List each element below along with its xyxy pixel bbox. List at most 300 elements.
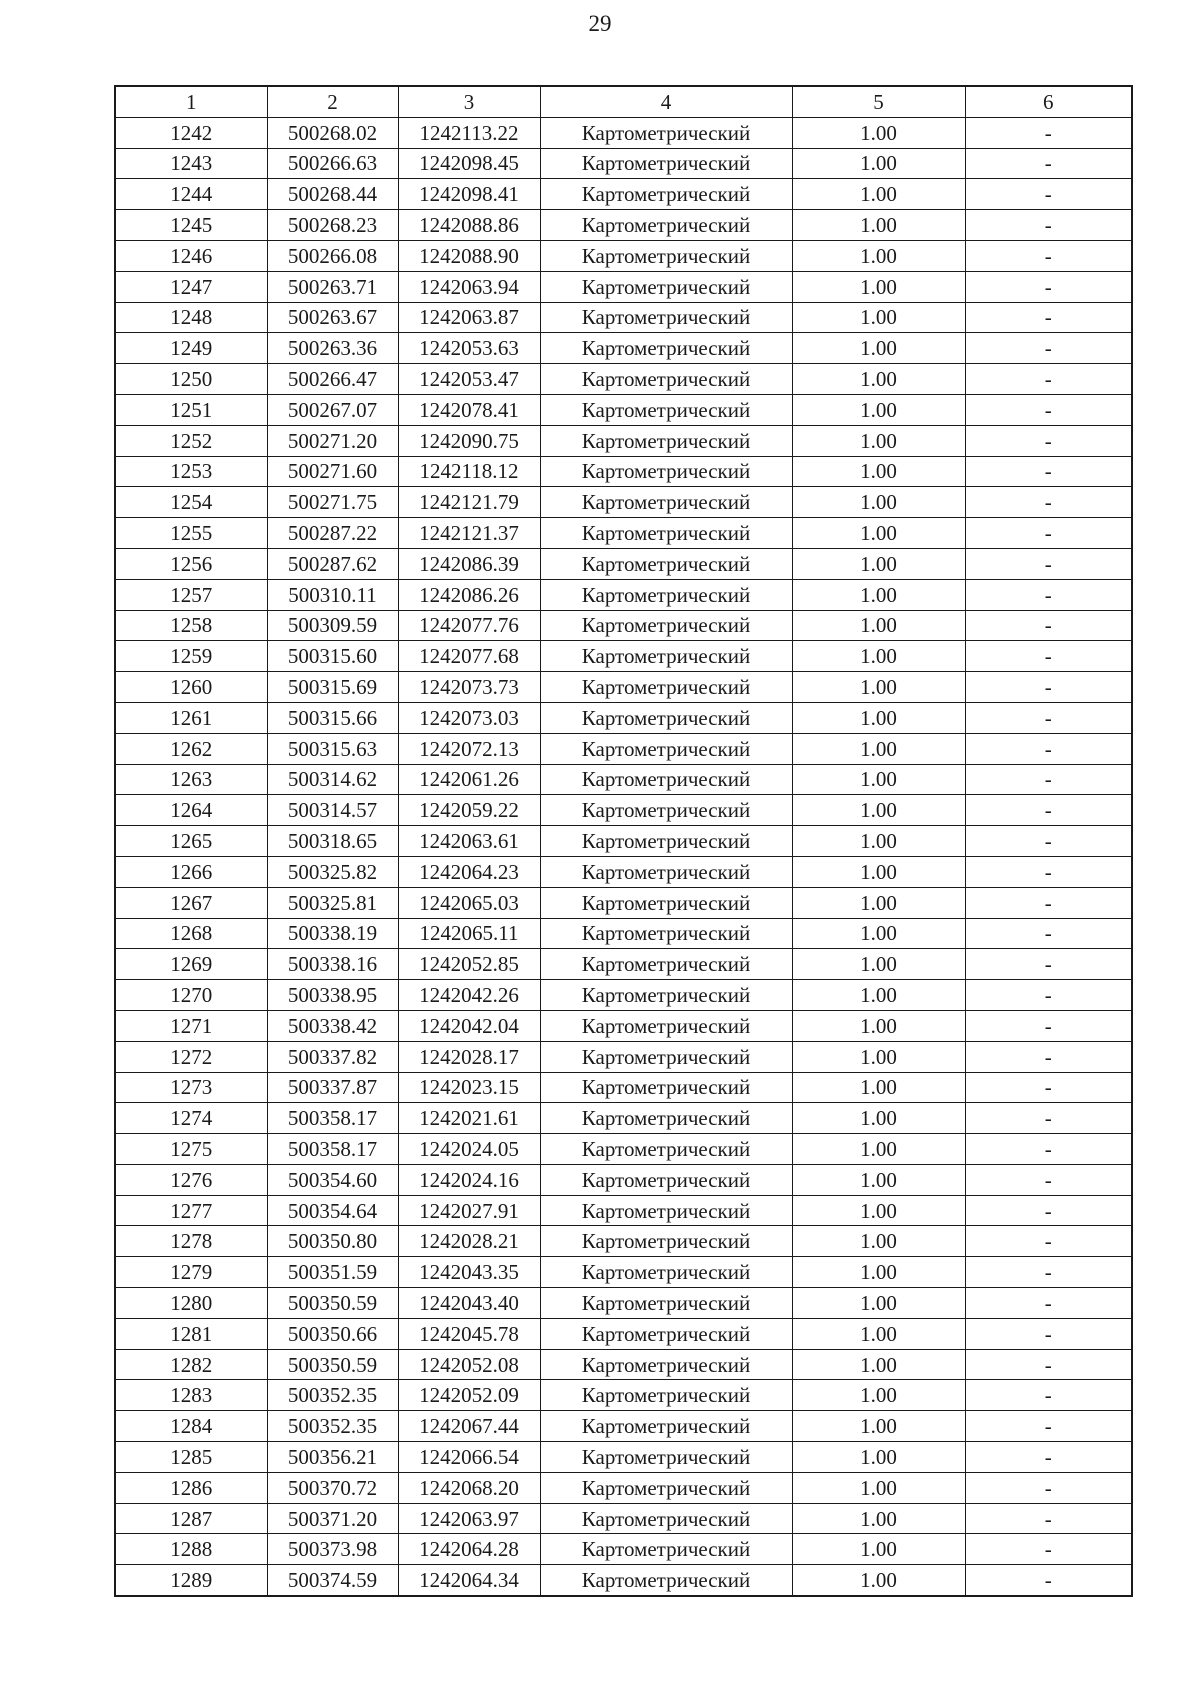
table-row <box>115 210 1132 241</box>
note-cell: - <box>965 610 1132 641</box>
y-coordinate-cell: 1242086.26 <box>398 579 540 610</box>
method-cell: Картометрический <box>540 918 792 949</box>
note-cell: - <box>965 1442 1132 1473</box>
accuracy-cell: 1.00 <box>792 302 965 333</box>
point-number-cell: 1270 <box>115 980 267 1011</box>
note-cell: - <box>965 179 1132 210</box>
accuracy-cell: 1.00 <box>792 1442 965 1473</box>
table-row <box>115 1103 1132 1134</box>
y-coordinate-cell: 1242064.23 <box>398 856 540 887</box>
y-coordinate-cell: 1242061.26 <box>398 764 540 795</box>
method-cell: Картометрический <box>540 1072 792 1103</box>
x-coordinate-cell: 500310.11 <box>267 579 398 610</box>
x-coordinate-cell: 500338.95 <box>267 980 398 1011</box>
y-coordinate-cell: 1242077.76 <box>398 610 540 641</box>
point-number-cell: 1252 <box>115 425 267 456</box>
note-cell: - <box>965 425 1132 456</box>
note-cell: - <box>965 887 1132 918</box>
method-cell: Картометрический <box>540 1288 792 1319</box>
note-cell: - <box>965 1041 1132 1072</box>
y-coordinate-cell: 1242042.26 <box>398 980 540 1011</box>
table-row <box>115 1565 1132 1596</box>
x-coordinate-cell: 500314.57 <box>267 795 398 826</box>
point-number-cell: 1279 <box>115 1257 267 1288</box>
x-coordinate-cell: 500358.17 <box>267 1103 398 1134</box>
x-coordinate-cell: 500337.87 <box>267 1072 398 1103</box>
method-cell: Картометрический <box>540 1318 792 1349</box>
x-coordinate-cell: 500356.21 <box>267 1442 398 1473</box>
method-cell: Картометрический <box>540 1349 792 1380</box>
note-cell: - <box>965 1164 1132 1195</box>
accuracy-cell: 1.00 <box>792 487 965 518</box>
x-coordinate-cell: 500263.36 <box>267 333 398 364</box>
note-cell: - <box>965 394 1132 425</box>
x-coordinate-cell: 500350.66 <box>267 1318 398 1349</box>
accuracy-cell: 1.00 <box>792 425 965 456</box>
note-cell: - <box>965 702 1132 733</box>
table-row <box>115 1041 1132 1072</box>
note-cell: - <box>965 641 1132 672</box>
method-cell: Картометрический <box>540 1534 792 1565</box>
accuracy-cell: 1.00 <box>792 1103 965 1134</box>
table-row <box>115 579 1132 610</box>
method-cell: Картометрический <box>540 1411 792 1442</box>
x-coordinate-cell: 500266.08 <box>267 240 398 271</box>
method-cell: Картометрический <box>540 1472 792 1503</box>
note-cell: - <box>965 764 1132 795</box>
point-number-cell: 1286 <box>115 1472 267 1503</box>
y-coordinate-cell: 1242121.37 <box>398 518 540 549</box>
table-row <box>115 949 1132 980</box>
point-number-cell: 1272 <box>115 1041 267 1072</box>
note-cell: - <box>965 856 1132 887</box>
note-cell: - <box>965 1534 1132 1565</box>
note-cell: - <box>965 579 1132 610</box>
table-row <box>115 1072 1132 1103</box>
y-coordinate-cell: 1242068.20 <box>398 1472 540 1503</box>
point-number-cell: 1283 <box>115 1380 267 1411</box>
accuracy-cell: 1.00 <box>792 518 965 549</box>
note-cell: - <box>965 1195 1132 1226</box>
x-coordinate-cell: 500271.75 <box>267 487 398 518</box>
method-cell: Картометрический <box>540 1010 792 1041</box>
accuracy-cell: 1.00 <box>792 1010 965 1041</box>
method-cell: Картометрический <box>540 1195 792 1226</box>
accuracy-cell: 1.00 <box>792 1195 965 1226</box>
point-number-cell: 1266 <box>115 856 267 887</box>
y-coordinate-cell: 1242059.22 <box>398 795 540 826</box>
accuracy-cell: 1.00 <box>792 610 965 641</box>
note-cell: - <box>965 1010 1132 1041</box>
method-cell: Картометрический <box>540 949 792 980</box>
point-number-cell: 1280 <box>115 1288 267 1319</box>
point-number-cell: 1263 <box>115 764 267 795</box>
x-coordinate-cell: 500271.60 <box>267 456 398 487</box>
accuracy-cell: 1.00 <box>792 117 965 148</box>
y-coordinate-cell: 1242043.35 <box>398 1257 540 1288</box>
table-row <box>115 487 1132 518</box>
x-coordinate-cell: 500354.60 <box>267 1164 398 1195</box>
method-cell: Картометрический <box>540 980 792 1011</box>
point-number-cell: 1258 <box>115 610 267 641</box>
x-coordinate-cell: 500287.62 <box>267 548 398 579</box>
x-coordinate-cell: 500268.23 <box>267 210 398 241</box>
method-cell: Картометрический <box>540 333 792 364</box>
method-cell: Картометрический <box>540 364 792 395</box>
accuracy-cell: 1.00 <box>792 456 965 487</box>
accuracy-cell: 1.00 <box>792 1503 965 1534</box>
point-number-cell: 1278 <box>115 1226 267 1257</box>
y-coordinate-cell: 1242042.04 <box>398 1010 540 1041</box>
method-cell: Картометрический <box>540 548 792 579</box>
table-row <box>115 394 1132 425</box>
y-coordinate-cell: 1242073.03 <box>398 702 540 733</box>
accuracy-cell: 1.00 <box>792 980 965 1011</box>
y-coordinate-cell: 1242072.13 <box>398 733 540 764</box>
x-coordinate-cell: 500374.59 <box>267 1565 398 1596</box>
method-cell: Картометрический <box>540 271 792 302</box>
method-cell: Картометрический <box>540 702 792 733</box>
y-coordinate-cell: 1242063.97 <box>398 1503 540 1534</box>
note-cell: - <box>965 980 1132 1011</box>
x-coordinate-cell: 500337.82 <box>267 1041 398 1072</box>
y-coordinate-cell: 1242067.44 <box>398 1411 540 1442</box>
table-row <box>115 795 1132 826</box>
y-coordinate-cell: 1242065.11 <box>398 918 540 949</box>
accuracy-cell: 1.00 <box>792 887 965 918</box>
point-number-cell: 1281 <box>115 1318 267 1349</box>
y-coordinate-cell: 1242053.63 <box>398 333 540 364</box>
y-coordinate-cell: 1242064.28 <box>398 1534 540 1565</box>
y-coordinate-cell: 1242073.73 <box>398 672 540 703</box>
method-cell: Картометрический <box>540 179 792 210</box>
accuracy-cell: 1.00 <box>792 856 965 887</box>
note-cell: - <box>965 487 1132 518</box>
table-row <box>115 1257 1132 1288</box>
accuracy-cell: 1.00 <box>792 641 965 672</box>
y-coordinate-cell: 1242066.54 <box>398 1442 540 1473</box>
note-cell: - <box>965 1411 1132 1442</box>
accuracy-cell: 1.00 <box>792 672 965 703</box>
y-coordinate-cell: 1242023.15 <box>398 1072 540 1103</box>
accuracy-cell: 1.00 <box>792 333 965 364</box>
x-coordinate-cell: 500370.72 <box>267 1472 398 1503</box>
method-cell: Картометрический <box>540 210 792 241</box>
table-row <box>115 733 1132 764</box>
method-cell: Картометрический <box>540 887 792 918</box>
page-number: 29 <box>588 11 612 36</box>
method-cell: Картометрический <box>540 764 792 795</box>
accuracy-cell: 1.00 <box>792 733 965 764</box>
x-coordinate-cell: 500315.66 <box>267 702 398 733</box>
y-coordinate-cell: 1242086.39 <box>398 548 540 579</box>
method-cell: Картометрический <box>540 1226 792 1257</box>
table-row <box>115 271 1132 302</box>
accuracy-cell: 1.00 <box>792 826 965 857</box>
table-row <box>115 1380 1132 1411</box>
table-row <box>115 856 1132 887</box>
point-number-cell: 1275 <box>115 1134 267 1165</box>
point-number-cell: 1249 <box>115 333 267 364</box>
note-cell: - <box>965 1503 1132 1534</box>
table-row <box>115 425 1132 456</box>
note-cell: - <box>965 1318 1132 1349</box>
point-number-cell: 1273 <box>115 1072 267 1103</box>
x-coordinate-cell: 500266.63 <box>267 148 398 179</box>
column-header: 6 <box>965 86 1132 117</box>
note-cell: - <box>965 1072 1132 1103</box>
point-number-cell: 1253 <box>115 456 267 487</box>
point-number-cell: 1246 <box>115 240 267 271</box>
method-cell: Картометрический <box>540 1380 792 1411</box>
point-number-cell: 1260 <box>115 672 267 703</box>
x-coordinate-cell: 500315.69 <box>267 672 398 703</box>
accuracy-cell: 1.00 <box>792 1164 965 1195</box>
x-coordinate-cell: 500263.67 <box>267 302 398 333</box>
note-cell: - <box>965 918 1132 949</box>
note-cell: - <box>965 795 1132 826</box>
method-cell: Картометрический <box>540 1565 792 1596</box>
point-number-cell: 1268 <box>115 918 267 949</box>
method-cell: Картометрический <box>540 856 792 887</box>
accuracy-cell: 1.00 <box>792 1288 965 1319</box>
accuracy-cell: 1.00 <box>792 1318 965 1349</box>
note-cell: - <box>965 949 1132 980</box>
method-cell: Картометрический <box>540 1164 792 1195</box>
accuracy-cell: 1.00 <box>792 271 965 302</box>
y-coordinate-cell: 1242043.40 <box>398 1288 540 1319</box>
note-cell: - <box>965 733 1132 764</box>
method-cell: Картометрический <box>540 240 792 271</box>
point-number-cell: 1243 <box>115 148 267 179</box>
accuracy-cell: 1.00 <box>792 918 965 949</box>
x-coordinate-cell: 500371.20 <box>267 1503 398 1534</box>
point-number-cell: 1276 <box>115 1164 267 1195</box>
column-header: 2 <box>267 86 398 117</box>
method-cell: Картометрический <box>540 302 792 333</box>
table-row <box>115 1503 1132 1534</box>
header-row <box>115 86 1132 117</box>
x-coordinate-cell: 500263.71 <box>267 271 398 302</box>
method-cell: Картометрический <box>540 487 792 518</box>
point-number-cell: 1282 <box>115 1349 267 1380</box>
point-number-cell: 1250 <box>115 364 267 395</box>
column-header: 1 <box>115 86 267 117</box>
y-coordinate-cell: 1242098.45 <box>398 148 540 179</box>
table-row <box>115 1472 1132 1503</box>
table-row <box>115 302 1132 333</box>
point-number-cell: 1251 <box>115 394 267 425</box>
accuracy-cell: 1.00 <box>792 949 965 980</box>
method-cell: Картометрический <box>540 1257 792 1288</box>
column-header: 4 <box>540 86 792 117</box>
method-cell: Картометрический <box>540 518 792 549</box>
method-cell: Картометрический <box>540 148 792 179</box>
point-number-cell: 1287 <box>115 1503 267 1534</box>
table-row <box>115 1349 1132 1380</box>
y-coordinate-cell: 1242053.47 <box>398 364 540 395</box>
table-row <box>115 918 1132 949</box>
point-number-cell: 1247 <box>115 271 267 302</box>
method-cell: Картометрический <box>540 795 792 826</box>
accuracy-cell: 1.00 <box>792 364 965 395</box>
column-header: 3 <box>398 86 540 117</box>
method-cell: Картометрический <box>540 117 792 148</box>
point-number-cell: 1244 <box>115 179 267 210</box>
accuracy-cell: 1.00 <box>792 764 965 795</box>
y-coordinate-cell: 1242063.94 <box>398 271 540 302</box>
table-row <box>115 1411 1132 1442</box>
y-coordinate-cell: 1242121.79 <box>398 487 540 518</box>
point-number-cell: 1289 <box>115 1565 267 1596</box>
x-coordinate-cell: 500352.35 <box>267 1411 398 1442</box>
method-cell: Картометрический <box>540 610 792 641</box>
y-coordinate-cell: 1242078.41 <box>398 394 540 425</box>
y-coordinate-cell: 1242118.12 <box>398 456 540 487</box>
point-number-cell: 1285 <box>115 1442 267 1473</box>
accuracy-cell: 1.00 <box>792 795 965 826</box>
accuracy-cell: 1.00 <box>792 1349 965 1380</box>
y-coordinate-cell: 1242088.86 <box>398 210 540 241</box>
note-cell: - <box>965 364 1132 395</box>
x-coordinate-cell: 500325.82 <box>267 856 398 887</box>
method-cell: Картометрический <box>540 1103 792 1134</box>
y-coordinate-cell: 1242063.61 <box>398 826 540 857</box>
y-coordinate-cell: 1242063.87 <box>398 302 540 333</box>
note-cell: - <box>965 1134 1132 1165</box>
y-coordinate-cell: 1242024.16 <box>398 1164 540 1195</box>
point-number-cell: 1271 <box>115 1010 267 1041</box>
y-coordinate-cell: 1242088.90 <box>398 240 540 271</box>
point-number-cell: 1274 <box>115 1103 267 1134</box>
table-row <box>115 641 1132 672</box>
accuracy-cell: 1.00 <box>792 1257 965 1288</box>
table-row <box>115 1288 1132 1319</box>
table-row <box>115 518 1132 549</box>
table-row <box>115 456 1132 487</box>
note-cell: - <box>965 672 1132 703</box>
y-coordinate-cell: 1242028.17 <box>398 1041 540 1072</box>
accuracy-cell: 1.00 <box>792 579 965 610</box>
x-coordinate-cell: 500338.16 <box>267 949 398 980</box>
table-body <box>115 117 1132 1596</box>
x-coordinate-cell: 500266.47 <box>267 364 398 395</box>
accuracy-cell: 1.00 <box>792 394 965 425</box>
table-row <box>115 1226 1132 1257</box>
x-coordinate-cell: 500358.17 <box>267 1134 398 1165</box>
table-row <box>115 672 1132 703</box>
table-row <box>115 333 1132 364</box>
x-coordinate-cell: 500318.65 <box>267 826 398 857</box>
y-coordinate-cell: 1242024.05 <box>398 1134 540 1165</box>
point-number-cell: 1261 <box>115 702 267 733</box>
table-row <box>115 117 1132 148</box>
table-row <box>115 1318 1132 1349</box>
note-cell: - <box>965 1380 1132 1411</box>
table-row <box>115 764 1132 795</box>
table-row <box>115 148 1132 179</box>
method-cell: Картометрический <box>540 1134 792 1165</box>
y-coordinate-cell: 1242028.21 <box>398 1226 540 1257</box>
table-row <box>115 1134 1132 1165</box>
point-number-cell: 1259 <box>115 641 267 672</box>
method-cell: Картометрический <box>540 425 792 456</box>
accuracy-cell: 1.00 <box>792 148 965 179</box>
table-row <box>115 240 1132 271</box>
point-number-cell: 1256 <box>115 548 267 579</box>
table-row <box>115 887 1132 918</box>
x-coordinate-cell: 500350.80 <box>267 1226 398 1257</box>
y-coordinate-cell: 1242021.61 <box>398 1103 540 1134</box>
point-number-cell: 1269 <box>115 949 267 980</box>
point-number-cell: 1264 <box>115 795 267 826</box>
point-number-cell: 1242 <box>115 117 267 148</box>
accuracy-cell: 1.00 <box>792 1072 965 1103</box>
x-coordinate-cell: 500352.35 <box>267 1380 398 1411</box>
accuracy-cell: 1.00 <box>792 240 965 271</box>
y-coordinate-cell: 1242064.34 <box>398 1565 540 1596</box>
x-coordinate-cell: 500350.59 <box>267 1288 398 1319</box>
accuracy-cell: 1.00 <box>792 1041 965 1072</box>
table-row <box>115 610 1132 641</box>
method-cell: Картометрический <box>540 579 792 610</box>
note-cell: - <box>965 1257 1132 1288</box>
point-number-cell: 1245 <box>115 210 267 241</box>
y-coordinate-cell: 1242090.75 <box>398 425 540 456</box>
accuracy-cell: 1.00 <box>792 1380 965 1411</box>
y-coordinate-cell: 1242098.41 <box>398 179 540 210</box>
y-coordinate-cell: 1242045.78 <box>398 1318 540 1349</box>
accuracy-cell: 1.00 <box>792 1472 965 1503</box>
note-cell: - <box>965 210 1132 241</box>
y-coordinate-cell: 1242113.22 <box>398 117 540 148</box>
accuracy-cell: 1.00 <box>792 1411 965 1442</box>
x-coordinate-cell: 500314.62 <box>267 764 398 795</box>
point-number-cell: 1277 <box>115 1195 267 1226</box>
note-cell: - <box>965 1349 1132 1380</box>
y-coordinate-cell: 1242027.91 <box>398 1195 540 1226</box>
note-cell: - <box>965 548 1132 579</box>
method-cell: Картометрический <box>540 733 792 764</box>
x-coordinate-cell: 500338.19 <box>267 918 398 949</box>
table-row <box>115 702 1132 733</box>
method-cell: Картометрический <box>540 1442 792 1473</box>
x-coordinate-cell: 500287.22 <box>267 518 398 549</box>
note-cell: - <box>965 1565 1132 1596</box>
accuracy-cell: 1.00 <box>792 179 965 210</box>
point-number-cell: 1284 <box>115 1411 267 1442</box>
table-row <box>115 548 1132 579</box>
note-cell: - <box>965 1103 1132 1134</box>
note-cell: - <box>965 271 1132 302</box>
table-row <box>115 364 1132 395</box>
column-header: 5 <box>792 86 965 117</box>
note-cell: - <box>965 1472 1132 1503</box>
table-row <box>115 179 1132 210</box>
note-cell: - <box>965 826 1132 857</box>
x-coordinate-cell: 500268.02 <box>267 117 398 148</box>
x-coordinate-cell: 500315.63 <box>267 733 398 764</box>
point-number-cell: 1265 <box>115 826 267 857</box>
table-row <box>115 980 1132 1011</box>
note-cell: - <box>965 148 1132 179</box>
x-coordinate-cell: 500271.20 <box>267 425 398 456</box>
table-row <box>115 826 1132 857</box>
point-number-cell: 1254 <box>115 487 267 518</box>
x-coordinate-cell: 500351.59 <box>267 1257 398 1288</box>
method-cell: Картометрический <box>540 1041 792 1072</box>
point-number-cell: 1255 <box>115 518 267 549</box>
